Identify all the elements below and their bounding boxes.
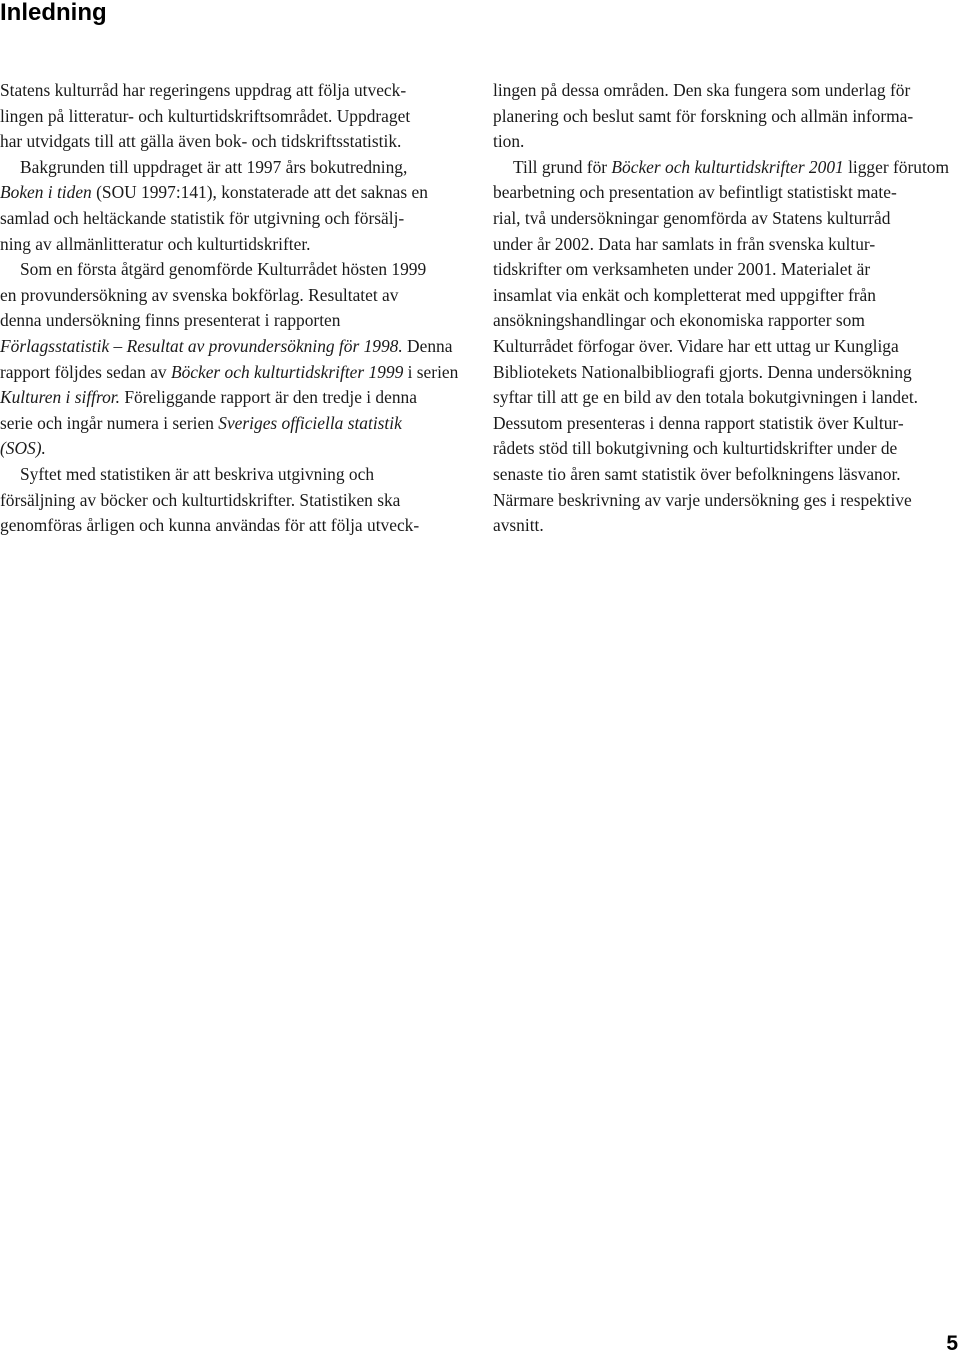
- text-line: Statens kulturråd har regeringens uppdrag att följa utveck-: [0, 80, 407, 100]
- italic-title: Förlagsstatistik – Resultat av provundersökning för 1998.: [0, 335, 403, 356]
- text-line: försäljning av böcker och kulturtidskrifter. Statistiken ska: [0, 489, 401, 510]
- italic-title: Kulturen i siffror.: [0, 387, 120, 408]
- text-line: planering och beslut samt för forskning och allmän informa-: [493, 105, 914, 126]
- italic-title: Boken i tiden: [0, 182, 92, 203]
- text-line: Närmare beskrivning av varje undersökning ges i respektive: [493, 489, 912, 510]
- text-span: serie och ingår numera i serien: [0, 412, 219, 433]
- text-span: rapport följdes sedan av: [0, 361, 171, 382]
- right-column: [493, 78, 960, 539]
- text-span: ligger förutom: [843, 156, 950, 177]
- text-line: [493, 155, 960, 181]
- paragraph-4: [0, 462, 472, 539]
- text-line: har utvidgats till att gälla även bok- och tidskriftsstatistik.: [0, 131, 402, 152]
- text-span: Föreliggande rapport är den tredje i denna: [119, 387, 417, 408]
- italic-title: Böcker och kulturtidskrifter 2001: [611, 156, 844, 177]
- text-span: Som en första åtgärd genomförde Kulturrådet hösten 1999: [20, 259, 427, 280]
- italic-title: Sveriges officiella statistik: [218, 412, 402, 433]
- text-line: rial, två undersökningar genomförda av Statens kulturråd: [493, 207, 891, 228]
- text-span: (SOU 1997:141), konstaterade att det saknas en: [91, 182, 428, 203]
- text-span: Syftet med statistiken är att beskriva utgivning och: [20, 463, 375, 484]
- text-line: ning av allmänlitteratur och kulturtidskrifter.: [0, 233, 311, 254]
- text-line: [0, 360, 472, 386]
- text-line: ansökningshandlingar och ekonomiska rapporter som: [493, 310, 865, 331]
- italic-title: Böcker och kulturtidskrifter 1999: [170, 361, 404, 382]
- text-line: Dessutom presenteras i denna rapport statistik över Kultur-: [493, 412, 904, 433]
- paragraph-3: [0, 257, 472, 462]
- italic-title: (SOS).: [0, 438, 46, 459]
- text-line: lingen på litteratur- och kulturtidskriftsområdet. Uppdraget: [0, 105, 411, 126]
- text-line: en provundersökning av svenska bokförlag. Resultatet av: [0, 284, 399, 305]
- text-line: [0, 257, 472, 283]
- text-line: Bibliotekets Nationalbibliografi gjorts. Denna undersökning: [493, 361, 912, 382]
- text-span: Till grund för: [513, 156, 612, 177]
- text-line: [0, 385, 472, 411]
- text-line: tion.: [493, 131, 525, 152]
- text-line: bearbetning och presentation av befintligt statistiskt mate-: [493, 182, 897, 203]
- paragraph-2: [0, 155, 472, 257]
- left-column: [0, 78, 472, 539]
- text-span: Bakgrunden till uppdraget är att 1997 års bokutredning,: [20, 156, 408, 177]
- text-line: denna undersökning finns presenterat i rapporten: [0, 310, 341, 331]
- page-heading: Inledning: [0, 0, 107, 26]
- text-line: rådets stöd till bokutgivning och kulturtidskrifter under de: [493, 438, 898, 459]
- text-line: senaste tio åren samt statistik över befolkningens läsvanor.: [493, 463, 901, 484]
- paragraph-2: [493, 155, 960, 539]
- text-span: i serien: [403, 361, 459, 382]
- paragraph-1: [493, 78, 960, 155]
- text-line: avsnitt.: [493, 515, 544, 536]
- text-line: [0, 411, 472, 437]
- text-line: Kulturrådet förfogar över. Vidare har ett uttag ur Kungliga: [493, 335, 899, 356]
- text-line: samlad och heltäckande statistik för utgivning och försälj-: [0, 207, 405, 228]
- text-line: insamlat via enkät och kompletterat med uppgifter från: [493, 284, 876, 305]
- text-line: [0, 462, 472, 488]
- text-line: tidskrifter om verksamheten under 2001. Materialet är: [493, 259, 871, 280]
- text-line: [0, 155, 472, 181]
- paragraph-1: [0, 78, 472, 155]
- text-line: genomföras årligen och kunna användas för att följa utveck-: [0, 515, 420, 536]
- text-line: [0, 436, 472, 462]
- text-line: [0, 334, 472, 360]
- text-line: syftar till att ge en bild av den totala bokutgivningen i landet.: [493, 387, 919, 408]
- text-line: lingen på dessa områden. Den ska fungera som underlag för: [493, 80, 911, 100]
- text-line: under år 2002. Data har samlats in från svenska kultur-: [493, 233, 876, 254]
- page-number: 5: [946, 1332, 958, 1355]
- text-span: Denna: [402, 335, 453, 356]
- text-line: [0, 180, 472, 206]
